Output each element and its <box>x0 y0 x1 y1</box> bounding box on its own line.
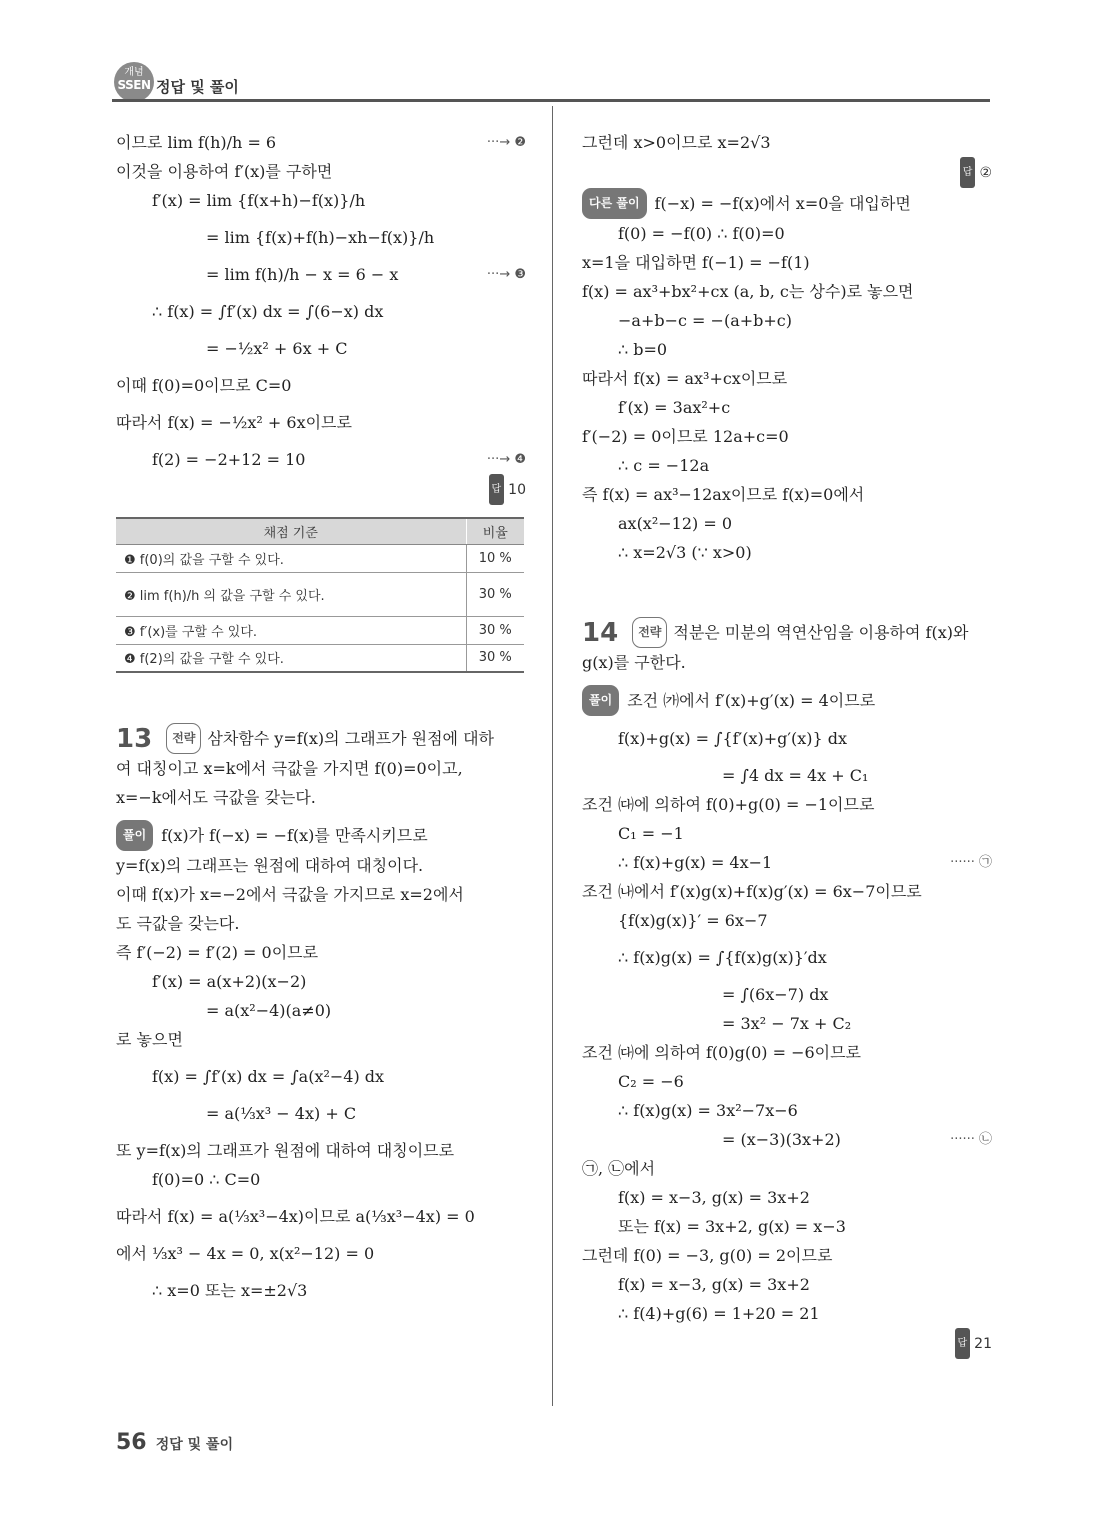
text-line: x=1을 대입하면 f(−1) = −f(1) <box>582 253 810 272</box>
right-column <box>582 128 992 1359</box>
equation-line: f(x) = x−3, g(x) = 3x+2 <box>618 1188 810 1207</box>
answer-line: 답 ② <box>582 157 992 188</box>
text-line: g(x)를 구한다. <box>582 653 686 672</box>
page-header <box>112 62 990 106</box>
equation-line: = lim f(h)/h − x = 6 − x ···→ ❸ <box>206 265 526 284</box>
text-line: 조건 ㈐에 의하여 f(0)+g(0) = −1이므로 <box>582 795 875 814</box>
text-line: 이것을 이용하여 f′(x)를 구하면 <box>116 162 333 181</box>
text-line: ㉠, ㉡에서 <box>582 1159 656 1178</box>
solution-badge: 풀이 <box>116 820 153 851</box>
equation-line: f′(x) = a(x+2)(x−2) <box>152 972 307 991</box>
text-line: 그런데 f(0) = −3, g(0) = 2이므로 <box>582 1246 833 1265</box>
table-header: 채점 기준 <box>116 518 466 544</box>
alternative-solution-badge: 다른 풀이 <box>582 188 647 219</box>
equation-line: = ∫(6x−7) dx <box>722 985 829 1004</box>
text-line: 도 극값을 갖는다. <box>116 914 240 933</box>
text-line: y=f(x)의 그래프는 원점에 대하여 대칭이다. <box>116 856 424 875</box>
equation-line: ∴ c = −12a <box>618 456 710 475</box>
text-line: x=−k에서도 극값을 갖는다. <box>116 788 316 807</box>
equation-line: f(2) = −2+12 = 10 ···→ ❹ <box>152 450 526 469</box>
grading-rubric-table <box>116 517 524 673</box>
table-row: ❹ f(2)의 값을 구할 수 있다. 30 % <box>116 644 524 672</box>
table-header: 비율 <box>466 518 524 544</box>
question-number: 14 <box>582 618 619 648</box>
answer-box-icon: 답 <box>955 1328 971 1359</box>
equation-line: ∴ f(x)g(x) = 3x²−7x−6 <box>618 1101 798 1120</box>
text-line: 로 놓으면 <box>116 1030 183 1049</box>
column-divider <box>552 106 553 1406</box>
equation-line: 또는 f(x) = 3x+2, g(x) = x−3 <box>618 1217 846 1236</box>
header-title: 정답 및 풀이 <box>156 78 239 96</box>
text-line: 여 대칭이고 x=k에서 극값을 가지면 f(0)=0이고, <box>116 759 463 778</box>
equation-line: f(x)+g(x) = ∫{f′(x)+g′(x)} dx <box>618 729 848 748</box>
equation-line: −a+b−c = −(a+b+c) <box>618 311 792 330</box>
strategy-tag: 전략 <box>166 723 201 754</box>
equation-line: f(x) = x−3, g(x) = 3x+2 <box>618 1275 810 1294</box>
answer-box-icon: 답 <box>489 474 505 505</box>
solution-badge: 풀이 <box>582 685 619 716</box>
equation-line: ∴ f(x)+g(x) = 4x−1 ······ ㉠ <box>618 853 992 872</box>
text-line: 풀이 조건 ㈎에서 f′(x)+g′(x) = 4이므로 <box>582 685 992 716</box>
equation-line: f(0)=0 ∴ C=0 <box>152 1170 261 1189</box>
question-14-header: 14 전략 적분은 미분의 역연산임을 이용하여 f(x)와 <box>582 618 969 648</box>
brand-logo: 개념 SSEN <box>114 62 154 102</box>
question-13-header: 13 전략 삼차함수 y=f(x)의 그래프가 원점에 대하 <box>116 724 494 754</box>
text-line: 즉 f′(−2) = f′(2) = 0이므로 <box>116 943 319 962</box>
equation-line: = lim {f(x)+f(h)−xh−f(x)}/h <box>206 228 435 247</box>
text-line: 이때 f(0)=0이므로 C=0 <box>116 376 292 395</box>
question-number: 13 <box>116 724 153 754</box>
equation-line: f′(x) = 3ax²+c <box>618 398 731 417</box>
equation-line: f′(x) = lim {f(x+h)−f(x)}/h <box>152 191 366 210</box>
text-line: 다른 풀이 f(−x) = −f(x)에서 x=0을 대입하면 <box>582 188 992 219</box>
table-row: ❸ f′(x)를 구할 수 있다. 30 % <box>116 616 524 644</box>
text-line: 이때 f(x)가 x=−2에서 극값을 가지므로 x=2에서 <box>116 885 464 904</box>
page-number: 56 <box>116 1430 147 1455</box>
text-line: 풀이 f(x)가 f(−x) = −f(x)를 만족시키므로 <box>116 820 526 851</box>
text-line: 따라서 f(x) = ax³+cx이므로 <box>582 369 788 388</box>
text-line: 따라서 f(x) = a(⅓x³−4x)이므로 a(⅓x³−4x) = 0 <box>116 1207 475 1226</box>
text-line: 따라서 f(x) = −½x² + 6x이므로 <box>116 413 352 432</box>
equation-line: ∴ x=2√3 (∵ x>0) <box>618 543 752 562</box>
answer-line: 답 21 <box>582 1328 992 1359</box>
text-line: 조건 ㈏에서 f′(x)g(x)+f(x)g′(x) = 6x−7이므로 <box>582 882 922 901</box>
equation-line: C₂ = −6 <box>618 1072 684 1091</box>
equation-line: ∴ f(x) = ∫f′(x) dx = ∫(6−x) dx <box>152 302 384 321</box>
text-line: f(x) = ax³+bx²+cx (a, b, c는 상수)로 놓으면 <box>582 282 914 301</box>
equation-line: ax(x²−12) = 0 <box>618 514 733 533</box>
text-line: 조건 ㈐에 의하여 f(0)g(0) = −6이므로 <box>582 1043 862 1062</box>
strategy-tag: 전략 <box>632 617 667 648</box>
equation-line: = −½x² + 6x + C <box>206 339 348 358</box>
left-column <box>116 128 526 1305</box>
text-line: 에서 ⅓x³ − 4x = 0, x(x²−12) = 0 <box>116 1244 375 1263</box>
text-line: 그런데 x>0이므로 x=2√3 <box>582 133 771 152</box>
footer-title: 정답 및 풀이 <box>155 1437 234 1453</box>
equation-line: = 3x² − 7x + C₂ <box>722 1014 852 1033</box>
equation-line: = a(⅓x³ − 4x) + C <box>206 1104 357 1123</box>
equation-line: {f(x)g(x)}′ = 6x−7 <box>618 911 768 930</box>
page-footer <box>116 1430 233 1455</box>
table-row: ❶ f(0)의 값을 구할 수 있다. 10 % <box>116 544 524 572</box>
equation-line: = ∫4 dx = 4x + C₁ <box>722 766 869 785</box>
equation-line: ∴ x=0 또는 x=±2√3 <box>152 1281 308 1300</box>
answer-box-icon: 답 <box>960 157 976 188</box>
equation-line: f(x) = ∫f′(x) dx = ∫a(x²−4) dx <box>152 1067 385 1086</box>
equation-line: f(0) = −f(0) ∴ f(0)=0 <box>618 224 785 243</box>
header-rule <box>112 99 990 102</box>
equation-line: ∴ b=0 <box>618 340 668 359</box>
text-line: f′(−2) = 0이므로 12a+c=0 <box>582 427 789 446</box>
text-line: 즉 f(x) = ax³−12ax이므로 f(x)=0에서 <box>582 485 865 504</box>
equation-line: C₁ = −1 <box>618 824 684 843</box>
equation-line: ∴ f(x)g(x) = ∫{f(x)g(x)}′dx <box>618 948 827 967</box>
text-line: 이므로 lim f(h)/h = 6 ···→ ❷ <box>116 133 526 152</box>
text-line: 또 y=f(x)의 그래프가 원점에 대하여 대칭이므로 <box>116 1141 455 1160</box>
answer-line: 답 10 <box>116 474 526 505</box>
equation-line: = (x−3)(3x+2) ······ ㉡ <box>722 1130 992 1149</box>
table-header-row <box>116 518 524 544</box>
equation-line: ∴ f(4)+g(6) = 1+20 = 21 <box>618 1304 820 1323</box>
table-row: ❷ lim f(h)/h 의 값을 구할 수 있다. 30 % <box>116 572 524 616</box>
equation-line: = a(x²−4)(a≠0) <box>206 1001 332 1020</box>
